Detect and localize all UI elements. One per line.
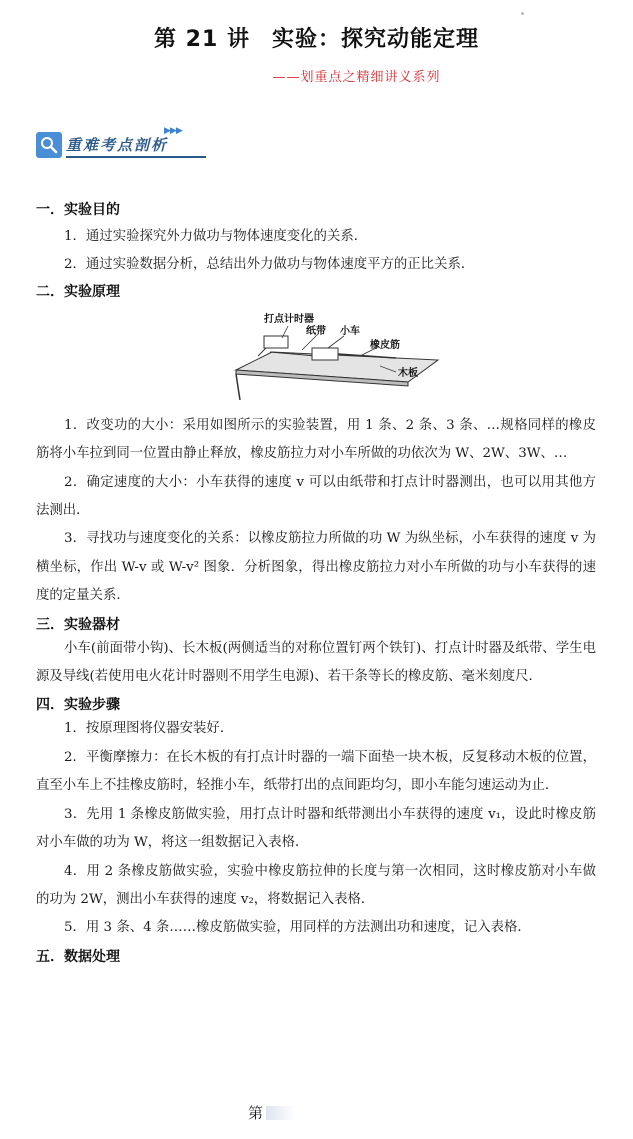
series-subtitle: ——划重点之精细讲义系列	[272, 70, 441, 85]
label-band: 橡皮筋	[370, 339, 400, 351]
label-cart: 小车	[340, 325, 360, 337]
lecture-topic: 实验：探究动能定理	[271, 27, 479, 52]
arrows-icon: ▶▶▶	[164, 126, 182, 136]
section-heading: 三．实验器材	[36, 616, 120, 633]
paragraph: 小车(前面带小钩)、长木板(两侧适当的对称位置钉两个铁钉)、打点计时器及纸带、学生电源及导线(若使用电火花计时器则不用学生电源)、若干条等长的橡皮筋、毫米刻度尺．	[36, 640, 596, 685]
section-heading: 二．实验原理	[36, 283, 120, 300]
paragraph: 1．通过实验探究外力做功与物体速度变化的关系．	[64, 229, 368, 244]
paragraph: 2．平衡摩擦力：在长木板的有打点计时器的一端下面垫一块木板，反复移动木板的位置，直至小车上不挂橡皮筋时，轻推小车，纸带打出的点间距均匀，即小车能匀速运动为止．	[36, 749, 596, 794]
decorative-dot	[521, 12, 524, 15]
paragraph: 3．先用 1 条橡皮筋做实验，用打点计时器和纸带测出小车获得的速度 v₁，设此时橡皮筋对小车做的功为 W，将这一组数据记入表格．	[36, 806, 596, 851]
banner-underline	[66, 156, 206, 158]
paragraph: 4．用 2 条橡皮筋做实验，实验中橡皮筋拉伸的长度与第一次相同，这时橡皮筋对小车做的功为 2W，测出小车获得的速度 v₂，将数据记入表格．	[36, 863, 596, 907]
document-body	[36, 200, 596, 967]
page-title	[0, 22, 633, 53]
paragraph: 1．按原理图将仪器安装好．	[64, 721, 234, 737]
key-points-banner	[36, 126, 206, 162]
search-icon	[36, 132, 62, 158]
label-tape: 纸带	[306, 325, 326, 337]
paragraph: 3．寻找功与速度变化的关系：以橡皮筋拉力所做的功 W 为纵坐标，小车获得的速度 v 为横坐标，作出 W-v 或 W-v² 图象．分析图象，得出橡皮筋拉力对小车所做的功与小车获得的速度的定量关系．	[36, 531, 596, 604]
section-heading: 五．数据处理	[36, 948, 120, 965]
section-heading: 一．实验目的	[36, 202, 120, 218]
label-timer: 打点计时器	[264, 313, 314, 325]
footer-fade	[266, 1106, 296, 1120]
banner-label: 重难考点剖析	[66, 136, 169, 154]
paragraph: 1．改变功的大小：采用如图所示的实验装置，用 1 条、2 条、3 条、…规格同样的橡皮筋将小车拉到同一位置由静止释放，橡皮筋拉力对小车所做的功依次为 W、2W、3W、…	[36, 417, 596, 462]
apparatus-diagram	[36, 308, 596, 408]
paragraph: 5．用 3 条、4 条……橡皮筋做实验，用同样的方法测出功和速度，记入表格．	[64, 920, 531, 936]
label-board: 木板	[398, 367, 418, 379]
paragraph: 2．确定速度的大小：小车获得的速度 v 可以由纸带和打点计时器测出，也可以用其他方法测出．	[36, 474, 596, 519]
section-heading: 四．实验步骤	[36, 697, 120, 714]
apparatus-figure	[36, 308, 596, 408]
lecture-number: 第 21 讲	[154, 27, 250, 52]
page-footer: 第	[248, 1104, 264, 1122]
paragraph: 2．通过实验数据分析，总结出外力做功与物体速度平方的正比关系．	[64, 257, 475, 273]
